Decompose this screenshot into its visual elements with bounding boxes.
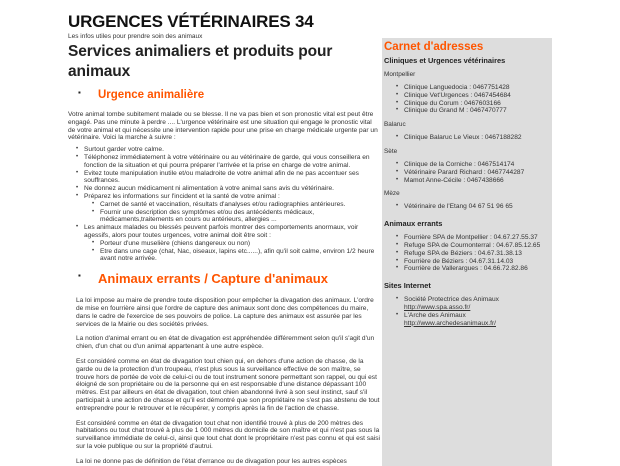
list-item: • Clinique du Grand M : 0467470777 xyxy=(404,107,552,115)
arche-link[interactable]: http://www.archedesanimaux.fr/ xyxy=(404,319,496,327)
bullet-icon: ▪ xyxy=(78,271,81,281)
bullet-icon: ▪ xyxy=(78,88,81,97)
sites-heading: Sites Internet xyxy=(384,281,431,291)
city-balaruc: Balaruc xyxy=(384,121,406,129)
list-item: • Mamot Anne-Cécile : 0467438666 xyxy=(404,177,552,185)
info-sublist xyxy=(84,201,380,224)
errants-list xyxy=(384,234,552,273)
sidebar-title: Carnet d'adresses xyxy=(384,41,484,53)
section-urgence-header xyxy=(68,88,380,102)
sites-list xyxy=(384,296,552,327)
sete-list xyxy=(384,161,552,184)
list-item: • Préparez les informations sur l'incident et la santé de votre animal : • Carnet de santé et vaccination, résultats d'analyses et/ou radiographies antérieures. • Fournir une description des symptômes et/ou des antécédents médicaux, médicaments,traitements en cours ou antérieurs, allergies ... xyxy=(84,193,380,224)
balaruc-list xyxy=(384,134,552,142)
list-item: • Fournir une description des symptômes et/ou des antécédents médicaux, médicaments,traitements en cours ou antérieurs, allergies ... xyxy=(100,209,380,225)
paragraph: Est considéré comme en état de divagation tout chien qui, en dehors d'une action de chasse, de la garde ou de la protection d'un troupeau, n'est plus sous la surveillance effective de son maître, se trouve hors de portée de voix de celui-ci ou de tout instrument sonore permettant son rappel, ou qui est éloigné de son propriétaire ou de la personne qui en est responsable d'une distance dépassant 100 mètres. Est par ailleurs en état de divagation, tout chien abandonné livré à son seul instinct, sauf s'il participait à une action de chasse et qu'il est démontré que son propriétaire ne s'est pas abstenu de tout entreprendre pour le retrouver et le récupérer, y compris après la fin de l'action de chasse. xyxy=(76,357,380,412)
section-errants-header xyxy=(68,271,380,287)
site-tagline: Les infos utiles pour prendre soin des animaux xyxy=(68,33,203,40)
list-item xyxy=(404,312,552,328)
urgence-steps xyxy=(68,146,380,263)
list-item: • Refuge SPA de Cournonterral : 04.67.85.12.65 xyxy=(404,242,552,250)
city-sete: Sète xyxy=(384,147,398,155)
cliniques-heading: Cliniques et Urgences vétérinaires xyxy=(384,56,506,65)
city-montpellier: Montpellier xyxy=(384,71,416,78)
list-item: • Fourrière de Vallerargues : 04.66.72.82.86 xyxy=(404,265,552,273)
paragraph: La loi ne donne pas de définition de l'état d'errance ou de divagation pour les autres espèces xyxy=(76,457,347,465)
list-item: • Fourrière de Béziers : 04.67.31.14.03 xyxy=(404,258,552,266)
list-item: • Porteur d'une muselière (chiens dangereux ou non) xyxy=(100,240,380,248)
paragraph: Est considéré comme en état de divagation tout chat non identifié trouvé à plus de 200 mètres des habitations ou tout chat trouvé à plus de 1 000 mètres du domicile de son maître et qui n'est pas sous la surveillance immédiate de celui-ci, ainsi que tout chat dont le propriétaire n'est pas connu et qui est saisi sur la voie publique ou sur la propriété d'autrui. xyxy=(76,419,381,450)
paragraph: La loi impose au maire de prendre toute disposition pour empêcher la divagation des animaux. L'ordre de mise en fourrière ainsi que l'ordre de capture des animaux sont donc des compétences du maire, dans le cadre de l'exercice de ses pouvoirs de police. La capture des animaux est assurée par les services de la Mairie ou des sociétés privées. xyxy=(76,297,374,328)
list-item: • Clinique Vet'Urgences : 0467454684 xyxy=(404,92,552,100)
list-item: • Evitez toute manipulation inutile et/ou maladroite de votre animal afin de ne pas accentuer ses souffrances. xyxy=(84,170,380,186)
urgence-intro: Votre animal tombe subitement malade ou se blesse. Il ne va pas bien et son pronostic vital est peut être engagé. Pas une minute à perdre .... L'urgence vétérinaire est une situation qui engage le pronostic vital de votre animal et qui nécessite une intervention rapide pour une prise en charge médicale urgente par un vétérinaire. Voici la marche à suivre : xyxy=(68,111,378,142)
list-item: • Etre dans une cage (chat, Nac, oiseaux, lapins etc......), afin qu'il soit calme, environ 1/2 heure avant notre arrivée. xyxy=(100,248,380,264)
behaviour-sublist xyxy=(84,240,380,263)
list-item: • Carnet de santé et vaccination, résultats d'analyses et/ou radiographies antérieures. xyxy=(100,201,380,209)
sidebar-address-book xyxy=(382,38,552,466)
city-meze: Mèze xyxy=(384,190,400,198)
site-name: L'Arche des Animaux xyxy=(404,311,466,319)
list-item: • Vétérinaire Parard Richard : 0467744287 xyxy=(404,169,552,177)
list-item: • Refuge SPA de Béziers : 04.67.31.38.13 xyxy=(404,250,552,258)
montpellier-list xyxy=(384,84,552,115)
section-title-errants: Animaux errants / Capture d'animaux xyxy=(98,271,328,287)
list-item: • Fourrière SPA de Montpellier : 04.67.27.55.37 xyxy=(404,234,552,242)
list-item: • Téléphonez immédiatement à votre vétérinaire ou au vétérinaire de garde, qui vous conseillera en fonction de la situation et qui pourra préparer l'arrivée et la prise en charge de votre animal. xyxy=(84,154,380,170)
site-header xyxy=(68,12,548,41)
list-item: • Vétérinaire de l'Etang 04 67 51 96 65 xyxy=(404,203,552,211)
list-item: • Clinique du Corum : 0467603166 xyxy=(404,100,552,108)
site-name: Société Protectrice des Animaux xyxy=(404,296,499,304)
spa-link[interactable]: http://www.spa.asso.fr/ xyxy=(404,303,471,311)
list-item: • Clinique Balaruc Le Vieux : 0467188282 xyxy=(404,134,552,142)
list-item xyxy=(404,296,552,312)
list-item: • Clinique Languedocia : 0467751428 xyxy=(404,84,552,92)
paragraph: La notion d'animal errant ou en état de divagation est appréhendée différemment selon qu'il s'agit d'un chien, d'un chat ou d'un animal appartenant à une autre espèce. xyxy=(76,335,375,351)
section-title-urgence: Urgence animalière xyxy=(98,89,205,101)
list-item: • Les animaux malades ou blessés peuvent parfois montrer des comportements anormaux, voir agessifs, alors pour toutes urgences, votre animal doit être soit : • Porteur d'une muselière (chiens dangereux ou non) • Etre dans une cage (chat, Nac, oiseaux, lapins etc......), afin qu'il soit calme, environ 1/2 heure avant notre arrivée. xyxy=(84,224,380,263)
site-title: URGENCES VÉTÉRINAIRES 34 xyxy=(68,12,314,31)
list-item: • Surtout garder votre calme. xyxy=(84,146,380,154)
main-content xyxy=(68,42,380,465)
meze-list xyxy=(384,203,552,211)
list-item: • Clinique de la Corniche : 0467514174 xyxy=(404,161,552,169)
errants-heading: Animaux errants xyxy=(384,219,443,229)
page-title: Services animaliers et produits pour animaux xyxy=(68,43,333,80)
list-item: • Ne donnez aucun médicament ni alimentation à votre animal sans avis du vétérinaire. xyxy=(84,185,380,193)
